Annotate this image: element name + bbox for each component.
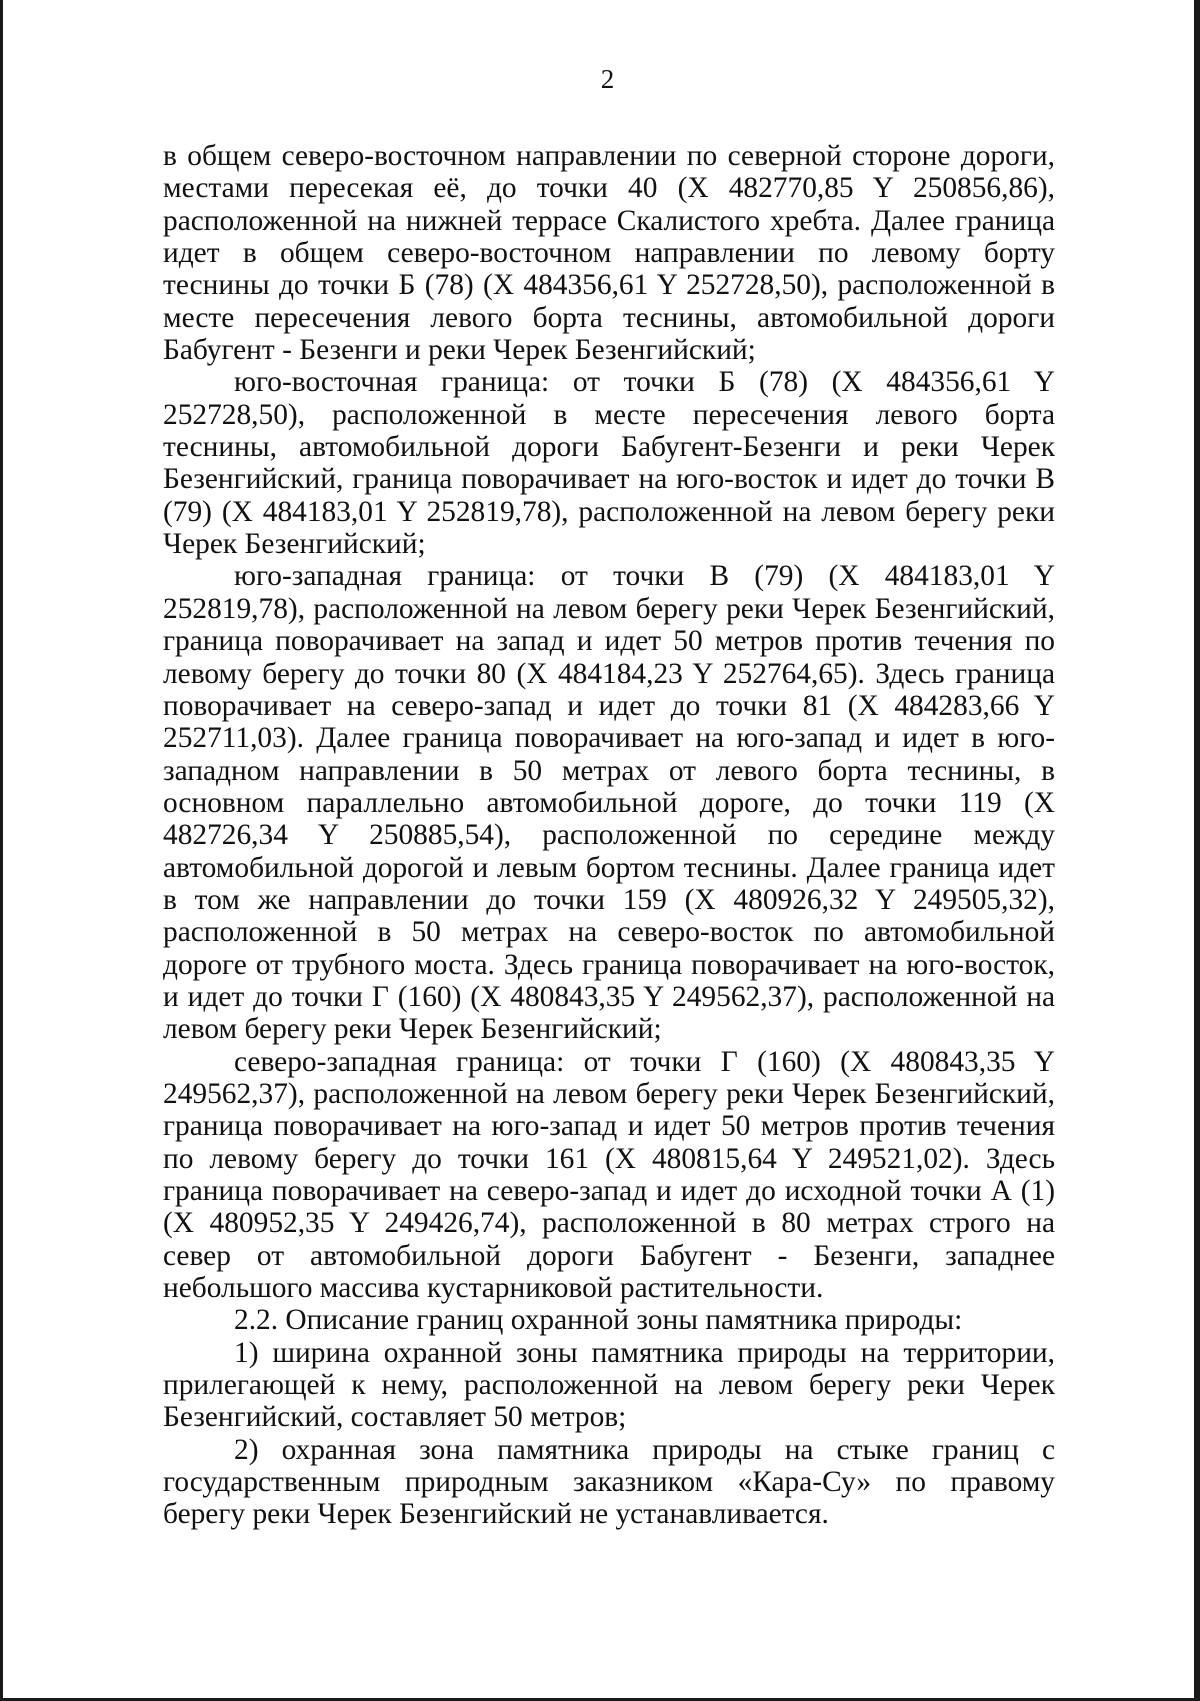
list-item-1: 1) ширина охранной зоны памятника природы на территории, прилегающей к нему, расположенной на левом берегу реки Черек Безенгийский, составляет 50 метров;	[163, 1336, 1055, 1434]
section-heading-2-2: 2.2. Описание границ охранной зоны памятника природы:	[234, 1304, 963, 1337]
scan-right-border	[1194, 0, 1200, 1701]
paragraph-southwest-border: юго-западная граница: от точки В (79) (X 484183,01 Y 252819,78), расположенной на левом берегу реки Черек Безенгийский, граница поворачивает на запад и идет 50 метров против течения по левому берегу до точки 80 (X 484184,23 Y 252764,65). Здесь граница поворачивает на северо-запад и идет до точки 81 (X 484283,66 Y 252711,03). Далее граница поворачивает на юго-запад и идет в юго-западном направлении в 50 метрах от левого борта теснины, в основном параллельно автомобильной дороге, до точки 119 (X 482726,34 Y 250885,54), расположенной по середине между автомобильной дорогой и левым бортом теснины. Далее граница идет в том же направлении до точки 159 (X 480926,32 Y 249505,32), расположенной в 50 метрах на северо-восток по автомобильной дороге от трубного моста. Здесь граница поворачивает на юго-восток, и идет до точки Г (160) (X 480843,35 Y 249562,37), расположенной на левом берегу реки Черек Безенгийский;	[163, 560, 1055, 1046]
scan-left-border	[0, 0, 3, 1701]
document-body	[163, 140, 1055, 1531]
page-number: 2	[600, 64, 615, 94]
paragraph-northwest-border: северо-западная граница: от точки Г (160) (X 480843,35 Y 249562,37), расположенной на левом берегу реки Черек Безенгийский, граница поворачивает на юго-запад и идет 50 метров против течения по левому берегу до точки 161 (X 480815,64 Y 249521,02). Здесь граница поворачивает на северо-запад и идет до исходной точки А (1) (X 480952,35 Y 249426,74), расположенной в 80 метрах строго на север от автомобильной дороги Бабугент - Безенги, западнее небольшого массива кустарниковой растительности.	[163, 1045, 1055, 1305]
paragraph-southeast-border: юго-восточная граница: от точки Б (78) (X 484356,61 Y 252728,50), расположенной в месте пересечения левого борта теснины, автомобильной дороги Бабугент-Безенги и реки Черек Безенгийский, граница поворачивает на юго-восток и идет до точки В (79) (X 484183,01 Y 252819,78), расположенной на левом берегу реки Черек Безенгийский;	[163, 366, 1055, 561]
paragraph-northeast-continuation: в общем северо-восточном направлении по северной стороне дороги, местами пересекая её, до точки 40 (X 482770,85 Y 250856,86), расположенной на нижней террасе Скалистого хребта. Далее граница идет в общем северо-восточном направлении по левому борту теснины до точки Б (78) (X 484356,61 Y 252728,50), расположенной в месте пересечения левого борта теснины, автомобильной дороги Бабугент - Безенги и реки Черек Безенгийский;	[163, 140, 1055, 367]
list-item-2: 2) охранная зона памятника природы на стыке границ с государственным природным заказником «Кара-Су» по правому берегу реки Черек Безенгийский не устанавливается.	[163, 1433, 1055, 1531]
